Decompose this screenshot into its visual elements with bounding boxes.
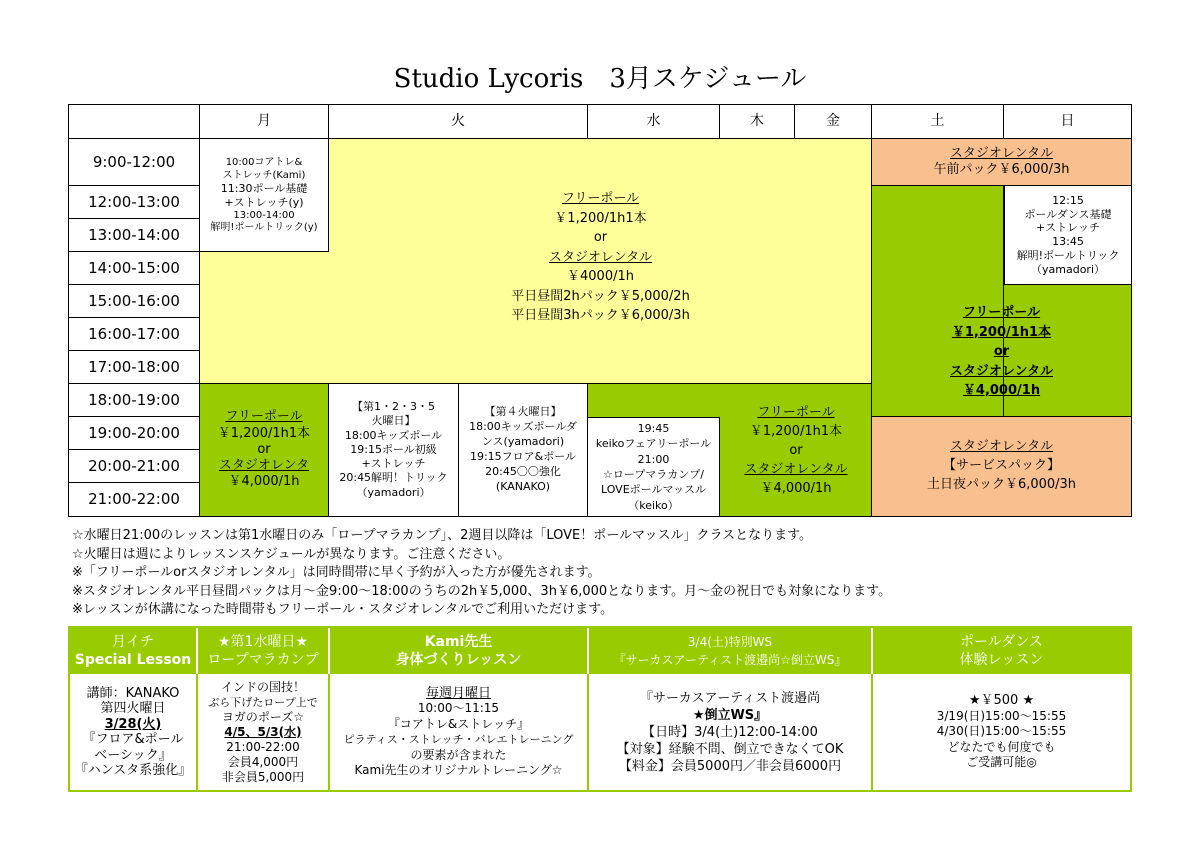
mon-morning-lessons xyxy=(200,139,329,252)
trial-lesson-header xyxy=(873,628,1130,674)
header-day-sat: 土 xyxy=(872,105,1004,139)
detail-line: 4/5、5/3(水) xyxy=(224,724,302,739)
lesson-line: 11:30ポール基礎 xyxy=(220,182,308,196)
detail-line: ★￥500 ★ xyxy=(968,693,1035,709)
studio-rental-label: スタジオレンタ xyxy=(218,458,310,474)
weekend-evening-rental xyxy=(872,417,1131,516)
detail-line: ベーシック』 xyxy=(94,747,172,763)
lesson-line: 20:45解明！トリック xyxy=(339,471,448,485)
rope-mallakhamb-header xyxy=(198,628,330,674)
lesson-line: 解明!ポールトリック xyxy=(1016,248,1120,262)
special-lessons-table xyxy=(68,626,1132,792)
detail-line: どなたでも何度でも xyxy=(947,739,1056,754)
free-pole-label: フリーポール xyxy=(561,191,640,206)
lesson-line: ンス(yamadori) xyxy=(481,435,565,449)
workshop-header xyxy=(589,628,873,674)
header-day-tue: 火 xyxy=(329,105,588,139)
detail-line: 10:00～11:15 xyxy=(417,701,500,715)
header-day-fri: 金 xyxy=(795,105,872,139)
service-pack-label: 【サービスパック】 xyxy=(942,458,1060,474)
lesson-line: 19:45 xyxy=(637,421,670,435)
time-slot: 17:00-18:00 xyxy=(69,351,200,384)
lesson-line: 13:45 xyxy=(1052,235,1084,248)
page-title: Studio Lycoris 3月スケジュール xyxy=(393,64,807,94)
lesson-line: ストレッチ(Kami) xyxy=(222,169,306,181)
detail-line: 第四火曜日 xyxy=(100,701,166,716)
morning-pack-price: 午前パック￥6,000/3h xyxy=(933,162,1070,177)
time-slot: 9:00-12:00 xyxy=(69,139,200,186)
header-line: 『サーカスアーティスト渡邉尚☆倒立WS』 xyxy=(613,653,847,667)
weekend-night-pack-price: 土日夜パック￥6,000/3h xyxy=(926,476,1077,492)
free-pole-price: ￥1,200/1h1本 xyxy=(749,424,843,439)
time-slot: 19:00-20:00 xyxy=(69,417,200,450)
lesson-line: 21:00 xyxy=(637,452,670,466)
free-pole-label: フリーポール xyxy=(757,405,835,420)
kami-lesson-header xyxy=(330,628,589,674)
note-line: ※「フリーポールorスタジオレンタル」は同時間帯に早く予約が入った方が優先されます。 xyxy=(72,565,601,580)
detail-line: Kami先生のオリジナルトレーニング☆ xyxy=(354,763,563,777)
time-slot: 13:00-14:00 xyxy=(69,219,200,252)
detail-line: 『フロア&ポール xyxy=(82,732,184,747)
weekday-free-text xyxy=(329,189,872,326)
header-line: 3/4(土)特別WS xyxy=(687,635,773,649)
detail-line: 【日時】3/4(土)12:00-14:00 xyxy=(642,724,818,740)
time-slot: 20:00-21:00 xyxy=(69,450,200,483)
daytime-2h-pack: 平日昼間2hパック￥5,000/2h xyxy=(511,288,690,304)
or-label: or xyxy=(789,443,803,458)
detail-line: 『サーカスアーティスト渡邉尚 xyxy=(639,690,821,706)
lesson-line: （keiko） xyxy=(628,498,679,512)
note-line: ☆水曜日21:00のレッスンは第1水曜日のみ「ロープマラカンプ」、2週目以降は「LOVE！ポールマッスル」クラスとなります。 xyxy=(72,528,813,543)
time-slot: 16:00-17:00 xyxy=(69,318,200,351)
lesson-line: 【第４火曜日】 xyxy=(484,405,562,419)
header-line: ★第1水曜日★ xyxy=(217,634,308,650)
detail-line: 毎週月曜日 xyxy=(425,685,491,701)
header-day-sun: 日 xyxy=(1004,105,1131,139)
free-pole-price: ￥1,200/1h1本 xyxy=(554,210,647,226)
note-line: ※スタジオレンタル平日昼間パックは月～金9:00～18:00のうちの2h￥5,000、3h￥6,000となります。月～金の祝日でも対象になります。 xyxy=(72,583,892,599)
lesson-line: ☆ロープマラカンプ/ xyxy=(602,468,705,481)
header-corner xyxy=(69,105,200,139)
free-pole-price: ￥1,200/1h1本 xyxy=(217,425,311,441)
studio-rental-label: スタジオレンタル xyxy=(949,363,1054,379)
detail-line: 会員4,000円 xyxy=(227,754,299,769)
lesson-line: 13:00-14:00 xyxy=(233,209,295,221)
lesson-line: 12:15 xyxy=(1052,193,1084,207)
lesson-line: 解明!ポールトリック(y) xyxy=(210,222,318,234)
workshop-details xyxy=(589,674,873,790)
or-label: or xyxy=(257,441,271,457)
time-slot: 14:00-15:00 xyxy=(69,252,200,285)
weekend-morning-rental xyxy=(872,139,1131,186)
lesson-line: 18:00キッズポールダ xyxy=(469,420,577,434)
trial-lesson-details xyxy=(873,674,1130,790)
detail-line: 『ハンスタ系強化』 xyxy=(74,763,192,778)
rope-mallakhamb-details xyxy=(198,674,330,790)
header-day-thu: 木 xyxy=(720,105,795,139)
header-day-mon: 月 xyxy=(200,105,329,139)
time-slot: 21:00-22:00 xyxy=(69,483,200,516)
studio-rental-label: スタジオレンタル xyxy=(548,249,653,265)
time-slot: 12:00-13:00 xyxy=(69,186,200,219)
detail-line: 【対象】経験不問、倒立できなくてOK xyxy=(616,741,844,757)
header-line: Special Lesson xyxy=(74,652,192,668)
lesson-line: (KANAKO) xyxy=(495,479,551,493)
lesson-line: 【第1・2・3・5 xyxy=(352,399,435,413)
free-pole-label: フリーポール xyxy=(225,409,303,425)
note-line: ※レッスンが休講になった時間帯もフリーポール・スタジオレンタルでご利用いただけます。 xyxy=(72,602,614,617)
mon-evening-free xyxy=(200,384,329,516)
detail-line: の要素が含まれた xyxy=(410,747,507,762)
lesson-line: （yamadori） xyxy=(1031,262,1105,276)
detail-line: 3/19(日)15:00～15:55 xyxy=(936,708,1067,723)
schedule-table xyxy=(68,104,1132,517)
header-line: 体験レッスン xyxy=(959,652,1044,668)
lesson-line: 19:15フロア&ポール xyxy=(469,450,577,463)
detail-line: 講師：KANAKO xyxy=(86,685,180,701)
lesson-line: +ストレッチ(y) xyxy=(224,196,304,209)
lesson-line: 19:15ポール初級 xyxy=(350,442,437,456)
lesson-line: 火曜日】 xyxy=(371,414,416,428)
time-slot: 15:00-16:00 xyxy=(69,285,200,318)
free-pole-price: ￥1,200/1h1本 xyxy=(951,324,1052,340)
tue-lessons-weeks-1235 xyxy=(329,384,459,516)
detail-line: 非会員5,000円 xyxy=(221,769,305,784)
lesson-line: （yamadori） xyxy=(356,485,431,499)
studio-rental-label: スタジオレンタル xyxy=(949,145,1054,161)
studio-rental-price: ￥4000/1h xyxy=(567,269,634,284)
header-line: 月イチ xyxy=(112,634,154,650)
free-pole-label: フリーポール xyxy=(962,305,1041,320)
studio-rental-label: スタジオレンタル xyxy=(744,462,848,477)
or-label: or xyxy=(593,230,608,245)
lesson-line: +ストレッチ xyxy=(1035,221,1101,235)
lesson-line: 18:00キッズポール xyxy=(344,428,443,442)
header-line: Kami先生 xyxy=(424,634,493,650)
detail-line: 『コアトレ&ストレッチ』 xyxy=(387,716,530,731)
notes-section xyxy=(72,527,891,620)
studio-rental-price: ￥4,000/1h xyxy=(760,481,832,496)
header-line: ロープマラカンプ xyxy=(207,652,319,668)
special-lesson-details xyxy=(70,674,198,790)
detail-line: ★倒立WS』 xyxy=(692,707,768,723)
special-lesson-header xyxy=(70,628,198,674)
thu-fri-evening-free-text xyxy=(720,403,872,498)
sun-lesson xyxy=(1004,186,1131,285)
kami-lesson-details xyxy=(330,674,589,790)
detail-line: インドの国技！ xyxy=(220,679,305,694)
or-label: or xyxy=(993,344,1010,359)
detail-line: 3/28(火) xyxy=(104,716,162,732)
note-line: ☆火曜日は週によりレッスンスケジュールが異なります。ご注意ください。 xyxy=(72,546,511,562)
lesson-line: 20:45〇〇強化 xyxy=(485,464,561,478)
weekend-free-text xyxy=(872,303,1131,401)
tue-lessons-week-4 xyxy=(459,384,588,516)
studio-rental-label: スタジオレンタル xyxy=(949,439,1054,455)
detail-line: ヨガのポーズ☆ xyxy=(221,709,305,724)
wed-evening-lessons xyxy=(588,417,720,516)
lesson-line: +ストレッチ xyxy=(361,457,426,471)
studio-rental-price: ￥4,000/1h xyxy=(962,383,1041,398)
lesson-line: LOVEポールマッスル xyxy=(600,483,707,497)
detail-line: 21:00-22:00 xyxy=(226,739,300,754)
header-line: ポールダンス xyxy=(960,634,1043,650)
daytime-3h-pack: 平日昼間3hパック￥6,000/3h xyxy=(511,308,690,323)
lesson-line: keikoフェアリーポール xyxy=(595,437,712,451)
detail-line: ぶら下げたロープ上で xyxy=(208,695,318,709)
header-line: 身体づくりレッスン xyxy=(395,652,522,668)
header-day-wed: 水 xyxy=(588,105,720,139)
detail-line: 【料金】会員5000円／非会員6000円 xyxy=(618,758,842,774)
studio-rental-price: ￥4,000/1h xyxy=(228,474,300,490)
lesson-line: 10:00コアトレ& xyxy=(225,157,303,169)
detail-line: ご受講可能◎ xyxy=(966,755,1037,770)
detail-line: 4/30(日)15:00～15:55 xyxy=(936,724,1067,739)
time-slot: 18:00-19:00 xyxy=(69,384,200,417)
lesson-line: ポールダンス基礎 xyxy=(1024,207,1112,221)
detail-line: ピラティス・ストレッチ・バレエトレーニング xyxy=(343,733,574,746)
